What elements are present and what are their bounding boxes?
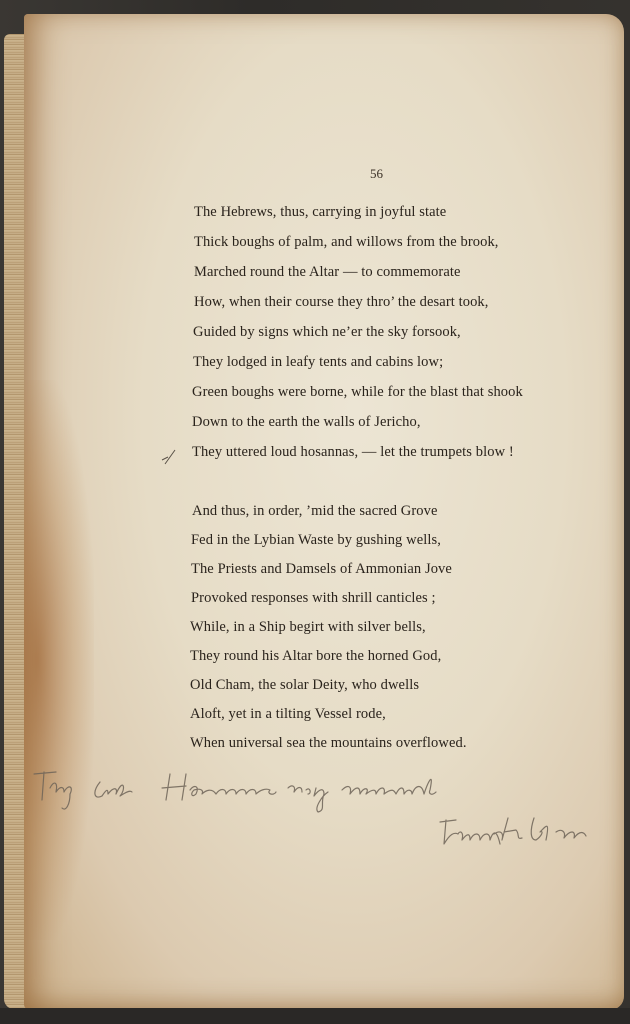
verse-line: The Hebrews, thus, carrying in joyful state bbox=[194, 204, 447, 220]
verse-line: When universal sea the mountains overflowed. bbox=[190, 735, 467, 751]
verse-line: Provoked responses with shrill canticles ; bbox=[191, 590, 436, 606]
verse-line: Guided by signs which ne’er the sky forsook, bbox=[193, 324, 461, 340]
verse-line: Green boughs were borne, while for the blast that shook bbox=[192, 384, 523, 400]
page-number: 56 bbox=[370, 166, 383, 181]
verse-line: They lodged in leafy tents and cabins low; bbox=[193, 354, 444, 370]
verse-line: While, in a Ship begirt with silver bells, bbox=[190, 619, 426, 635]
verse-line: Thick boughs of palm, and willows from the brook, bbox=[194, 234, 499, 250]
verse-line: Marched round the Altar — to commemorate bbox=[194, 264, 461, 280]
verse-line: The Priests and Damsels of Ammonian Jove bbox=[191, 561, 452, 577]
pencil-tick-mark bbox=[160, 448, 178, 466]
verse-line: Fed in the Lybian Waste by gushing wells, bbox=[191, 532, 441, 548]
verse-line: They round his Altar bore the horned God, bbox=[190, 648, 442, 664]
verse-line: Down to the earth the walls of Jericho, bbox=[192, 414, 421, 430]
verse-line: How, when their course they thro’ the desart took, bbox=[194, 294, 489, 310]
table-background bbox=[0, 1008, 630, 1024]
verse-line: Old Cham, the solar Deity, who dwells bbox=[190, 677, 420, 693]
verse-line: Aloft, yet in a tilting Vessel rode, bbox=[190, 706, 386, 722]
verse-line: And thus, in order, ’mid the sacred Grove bbox=[192, 503, 438, 519]
verse-line: They uttered loud hosannas, — let the trumpets blow ! bbox=[192, 444, 514, 460]
handwritten-pencil-note bbox=[30, 760, 610, 860]
